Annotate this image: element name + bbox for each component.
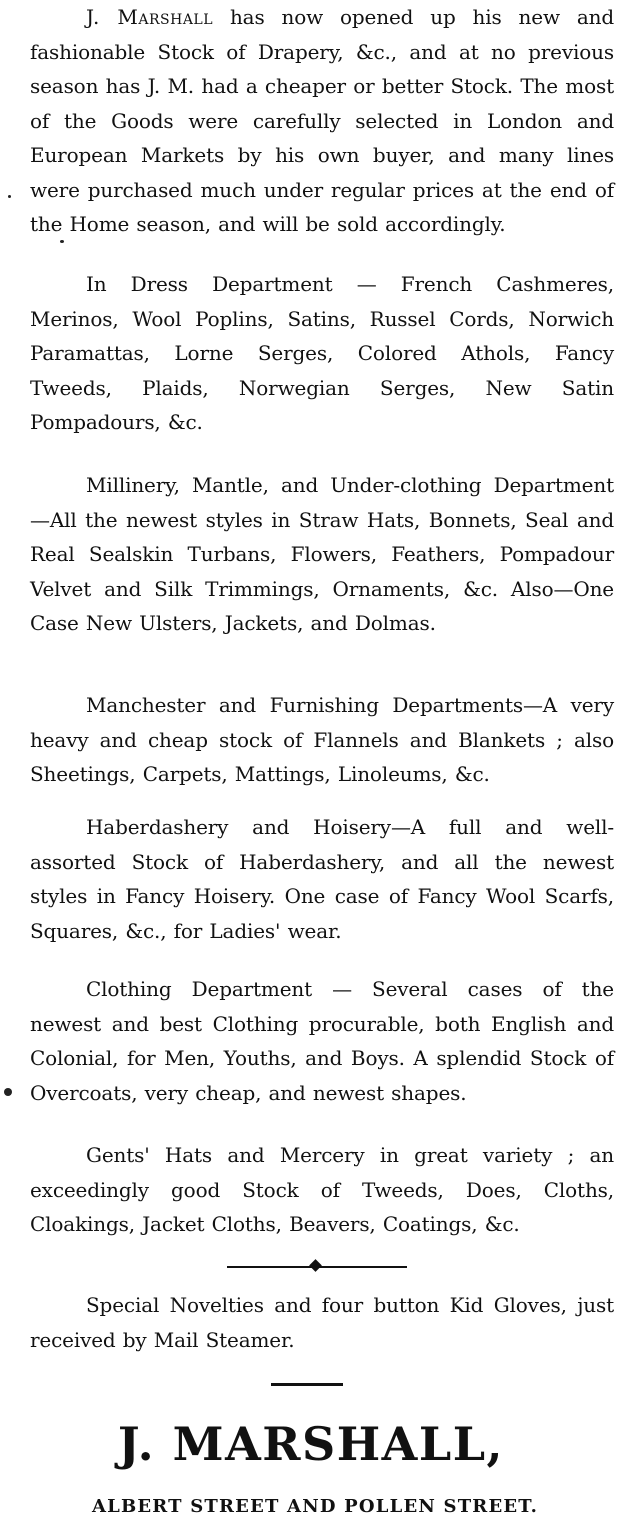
merchant-address: ALBERT STREET AND POLLEN STREET. bbox=[91, 1496, 539, 1517]
merchant-signature: J. MARSHALL, bbox=[117, 1417, 505, 1471]
paragraph-gents-hats: Gents' Hats and Mercery in great variety ; an exceedingly good Stock of Tweeds, Does, Cloths, Cloakings, Jacket Cloths, Beavers, Coatings, &c. bbox=[30, 1143, 614, 1236]
print-speck-icon bbox=[60, 240, 64, 243]
paragraph-clothing-department: Clothing Department — Several cases of the newest and best Clothing procurable, both English and Colonial, for Men, Youths, and Boys. A splendid Stock of Overcoats, very cheap, and newest shapes. bbox=[30, 977, 614, 1105]
paragraph-millinery-department: Millinery, Mantle, and Under-clothing Department—All the newest styles in Straw Hats, Bonnets, Seal and Real Sealskin Turbans, Flowers, Feathers, Pompadour Velvet and Silk Trimmings, Ornaments, &c. Also—One Case New Ulsters, Jackets, and Dolmas. bbox=[30, 473, 614, 635]
print-speck-icon bbox=[8, 195, 11, 198]
diamond-ornament-icon bbox=[309, 1259, 322, 1272]
proprietor-name-smallcaps: J. Marshall bbox=[86, 5, 214, 29]
print-speck-icon bbox=[4, 1088, 12, 1096]
paragraph-haberdashery: Haberdashery and Hoisery—A full and well-assorted Stock of Haberdashery, and all the newest styles in Fancy Hoisery. One case of Fancy Wool Scarfs, Squares, &c., for Ladies' wear. bbox=[30, 815, 614, 943]
paragraph-opening bbox=[30, 0, 614, 242]
paragraph-special-novelties: Special Novelties and four button Kid Gloves, just received by Mail Steamer. bbox=[30, 1293, 614, 1352]
paragraph-manchester-department: Manchester and Furnishing Departments—A very heavy and cheap stock of Flannels and Blankets ; also Sheetings, Carpets, Mattings, Linoleums, &c. bbox=[30, 693, 614, 786]
divider-rule bbox=[271, 1383, 343, 1386]
ornamental-rule bbox=[227, 1266, 407, 1268]
paragraph-dress-department: In Dress Department — French Cashmeres, Merinos, Wool Poplins, Satins, Russel Cords, Norwich Paramattas, Lorne Serges, Colored Athols, Fancy Tweeds, Plaids, Norwegian Serges, New Satin Pompadours, &c. bbox=[30, 272, 614, 434]
paragraph-opening-text: has now opened up his new and fashionable Stock of Drapery, &c., and at no previous season has J. M. had a cheaper or better Stock. The most of the Goods were carefully selected in London and European Markets by his own buyer, and many lines were purchased much under regular prices at the end of the Home season, and will be sold accordingly. bbox=[30, 5, 614, 236]
